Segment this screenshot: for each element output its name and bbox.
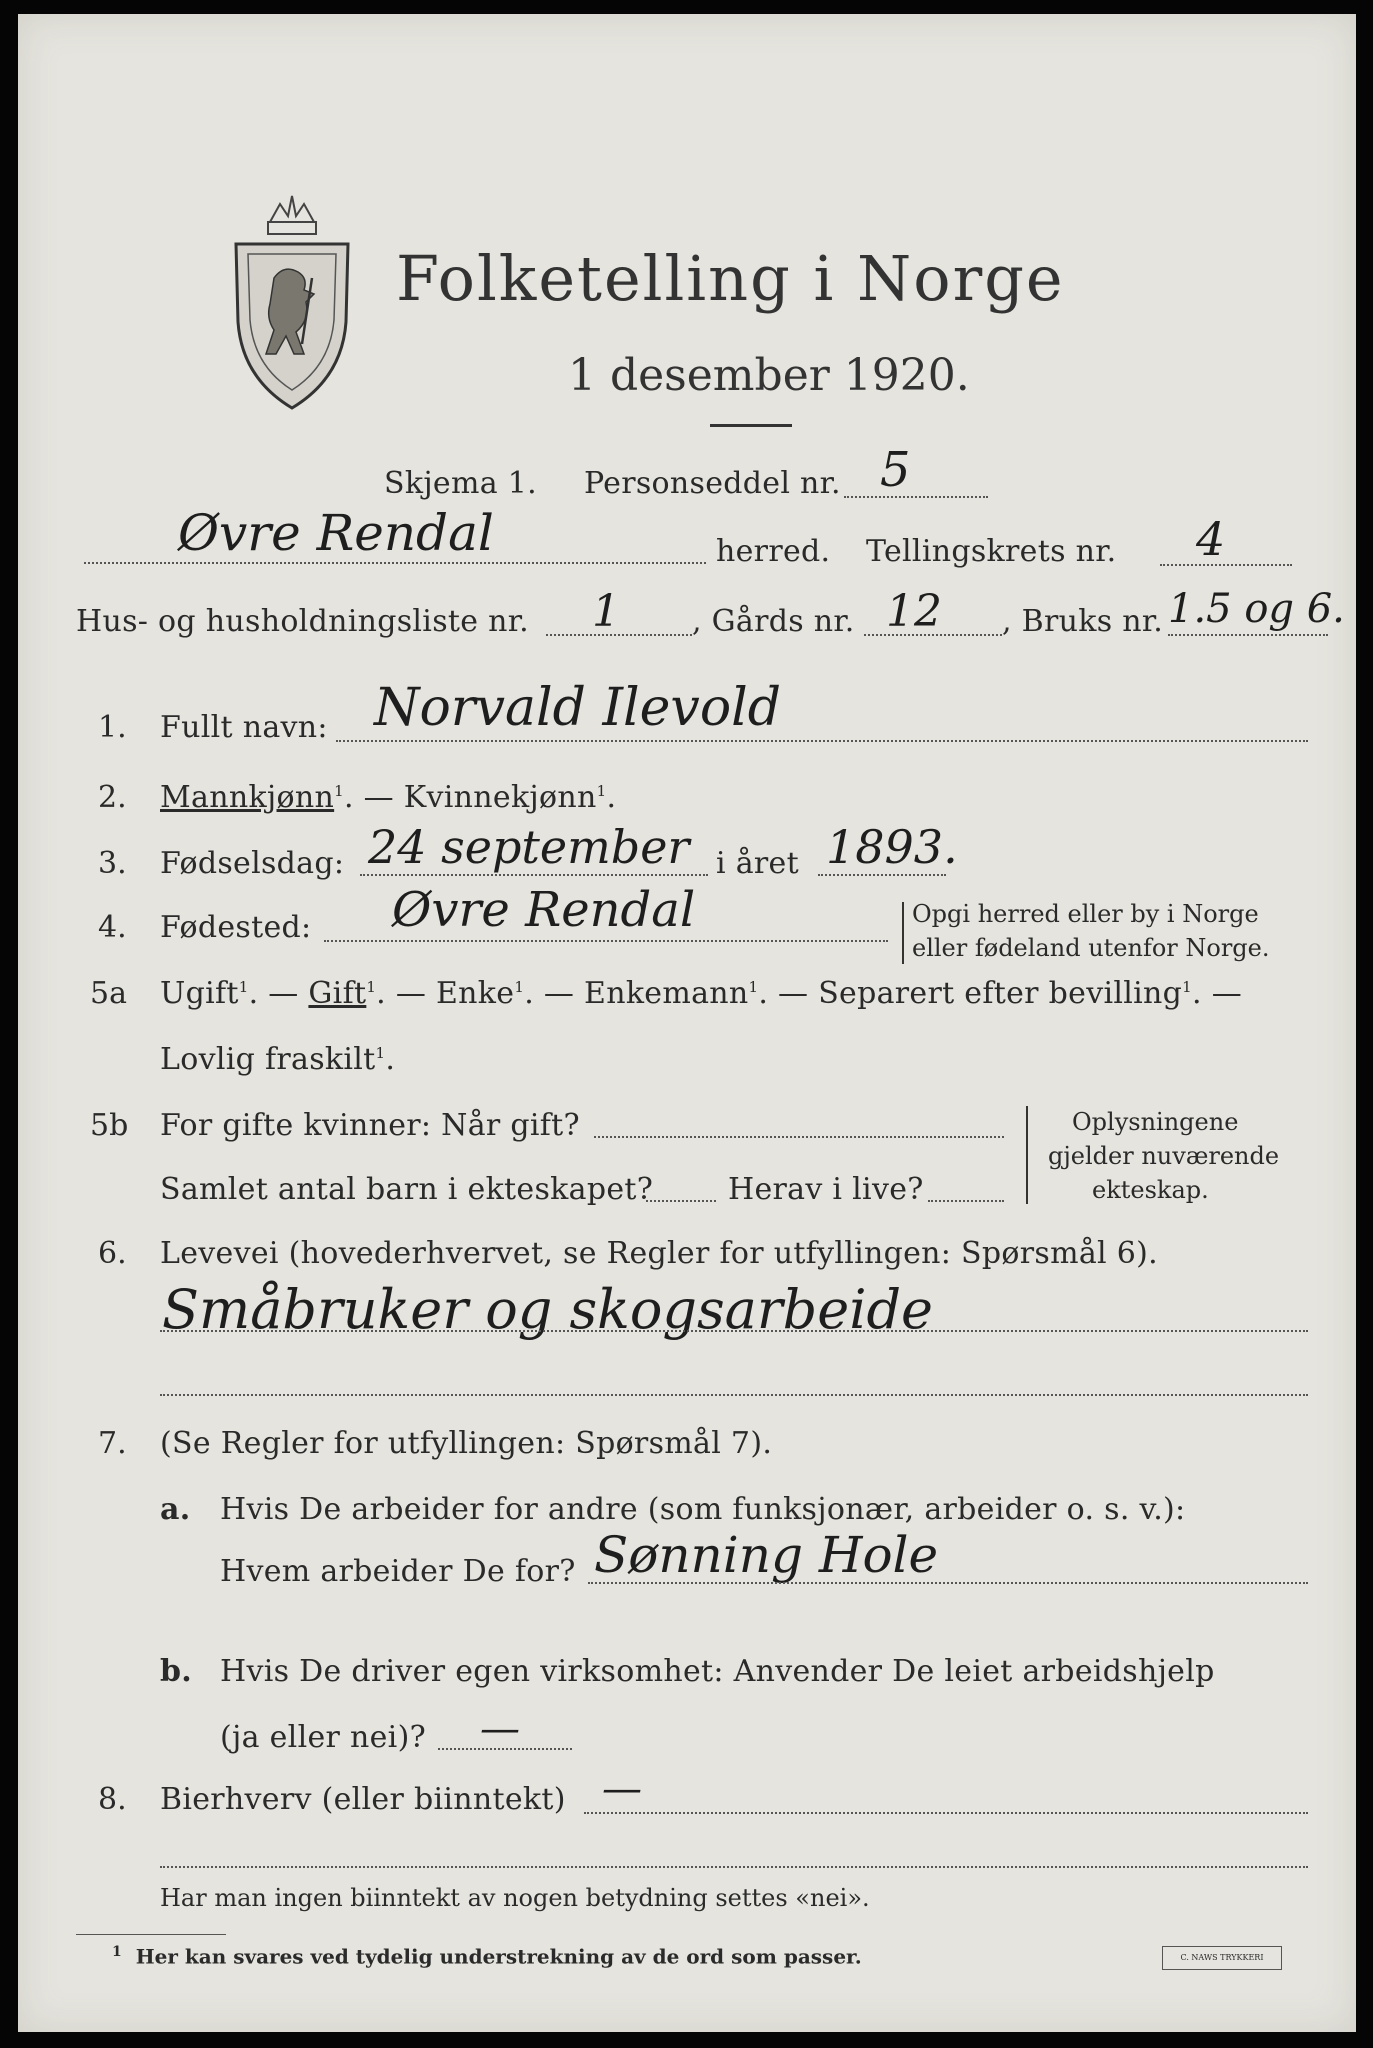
title-divider	[710, 424, 792, 427]
q7-number: 7.	[98, 1426, 127, 1461]
q4-number: 4.	[98, 910, 127, 945]
q5a-enke: Enke	[435, 976, 515, 1011]
q1-number: 1.	[98, 710, 127, 745]
printer-stamp-text: C. NAWS TRYKKERI	[1180, 1953, 1264, 1962]
q5a-ugift: Ugift	[160, 976, 239, 1011]
q2-mann: Mannkjønn	[160, 780, 335, 815]
census-form	[18, 14, 1356, 2032]
q5b-note2: gjelder nuværende	[1048, 1142, 1280, 1170]
personseddel-value: 5	[880, 442, 911, 498]
footnote-mark: 1	[112, 1944, 122, 1960]
q5b-note1: Oplysningene	[1072, 1108, 1239, 1136]
q7b-question: (ja eller nei)?	[220, 1720, 426, 1755]
q7b-field	[438, 1748, 572, 1750]
q5a-number: 5a	[90, 976, 127, 1011]
footnote-divider	[76, 1934, 226, 1935]
footnote	[112, 1944, 862, 1969]
q5b-brace	[1026, 1106, 1028, 1204]
q5b-label3: Herav i live?	[728, 1172, 924, 1207]
herred-field	[84, 562, 706, 564]
q7a-value: Sønning Hole	[594, 1526, 939, 1584]
q7a-question: Hvem arbeider De for?	[220, 1554, 576, 1589]
q6-value: Småbruker og skogsarbeide	[162, 1278, 934, 1341]
q5a-line2: Lovlig fraskilt$^1$.	[160, 1042, 396, 1077]
footer-note: Har man ingen biinntekt av nogen betydning settes «nei».	[160, 1884, 870, 1912]
gards-field	[864, 634, 1002, 636]
q5a-fraskilt: Lovlig fraskilt	[160, 1042, 376, 1077]
q5b-number: 5b	[90, 1108, 129, 1143]
page-title: Folketelling i Norge	[396, 242, 1065, 315]
q5b-field1	[594, 1136, 1004, 1138]
q5a-gift: Gift	[308, 976, 367, 1011]
personseddel-label: Personseddel nr.	[584, 466, 841, 501]
census-date: 1 desember 1920.	[568, 350, 970, 401]
q7a-letter: a.	[160, 1492, 191, 1527]
hus-label: Hus- og husholdningsliste nr.	[76, 604, 529, 639]
q6-field2	[160, 1394, 1308, 1396]
bruks-label: , Bruks nr.	[1002, 604, 1164, 639]
q2-number: 2.	[98, 780, 127, 815]
q4-label: Fødested:	[160, 910, 312, 945]
footnote-text: Her kan svares ved tydelig understrekning av de ord som passer.	[135, 1944, 862, 1969]
q3-value: 24 september	[368, 820, 690, 874]
q1-label: Fullt navn:	[160, 710, 328, 745]
skjema-label: Skjema 1.	[384, 466, 537, 501]
printer-stamp	[1162, 1946, 1282, 1970]
herred-value: Øvre Rendal	[178, 504, 494, 562]
q3-year-value: 1893.	[826, 820, 958, 874]
q8-number: 8.	[98, 1782, 127, 1817]
q4-field	[324, 940, 888, 942]
q5b-note3: ekteskap.	[1092, 1176, 1209, 1204]
q7a-text: Hvis De arbeider for andre (som funksjonær, arbeider o. s. v.):	[220, 1492, 1186, 1527]
q6-label: Levevei (hovederhvervet, se Regler for utfyllingen: Spørsmål 6).	[160, 1236, 1158, 1271]
q2-kvinne: Kvinnekjønn	[403, 780, 597, 815]
personseddel-field	[844, 496, 988, 498]
q8-field	[584, 1812, 1308, 1814]
q5b-label1: For gifte kvinner: Når gift?	[160, 1108, 580, 1143]
q5a-separert: Separert efter bevilling	[818, 976, 1183, 1011]
q4-brace	[902, 902, 904, 964]
coat-of-arms-icon	[230, 182, 354, 412]
q5b-field2	[646, 1200, 716, 1202]
bruks-value: 1.5 og 6.	[1168, 586, 1345, 632]
q7b-text: Hvis De driver egen virksomhet: Anvender De leiet arbeidshjelp	[220, 1654, 1215, 1689]
q2-end: .	[606, 780, 617, 815]
q7a-field	[588, 1582, 1308, 1584]
gards-label: , Gårds nr.	[692, 604, 855, 639]
q5a-options: Ugift$^1$. — Gift$^1$. — Enke$^1$. — Enkemann$^1$. — Separert efter bevilling$^1$. —	[160, 976, 1242, 1011]
q7b-letter: b.	[160, 1654, 193, 1689]
herred-label: herred.	[716, 534, 831, 569]
q8-field2	[160, 1866, 1308, 1868]
tellingskrets-label: Tellingskrets nr.	[866, 534, 1117, 569]
q8-value: —	[602, 1766, 642, 1812]
q3-field	[360, 874, 708, 876]
q4-note1: Opgi herred eller by i Norge	[912, 900, 1259, 928]
q5b-label2: Samlet antal barn i ekteskapet?	[160, 1172, 654, 1207]
q3-year-label: i året	[716, 846, 799, 881]
q5a-enkemann: Enkemann	[584, 976, 749, 1011]
q1-value: Norvald Ilevold	[374, 678, 782, 738]
q4-note2: eller fødeland utenfor Norge.	[912, 934, 1270, 962]
q6-field1	[160, 1330, 1308, 1332]
bruks-field	[1168, 634, 1328, 636]
hus-field	[546, 634, 692, 636]
q1-field	[336, 740, 1308, 742]
q6-number: 6.	[98, 1236, 127, 1271]
q3-number: 3.	[98, 846, 127, 881]
tellingskrets-value: 4	[1196, 512, 1226, 566]
q4-value: Øvre Rendal	[392, 882, 696, 938]
q7-label: (Se Regler for utfyllingen: Spørsmål 7).	[160, 1426, 773, 1461]
q2-dash: . —	[343, 780, 404, 815]
gards-value: 12	[886, 586, 942, 637]
q2-options: Mannkjønn$^1$. — Kvinnekjønn$^1$.	[160, 780, 617, 815]
q7b-value: —	[480, 1706, 520, 1752]
q3-year-field	[818, 874, 946, 876]
tellingskrets-field	[1160, 564, 1292, 566]
q8-label: Bierhverv (eller biinntekt)	[160, 1782, 566, 1817]
hus-value: 1	[592, 586, 620, 637]
q5b-field3	[928, 1200, 1004, 1202]
q3-label: Fødselsdag:	[160, 846, 345, 881]
